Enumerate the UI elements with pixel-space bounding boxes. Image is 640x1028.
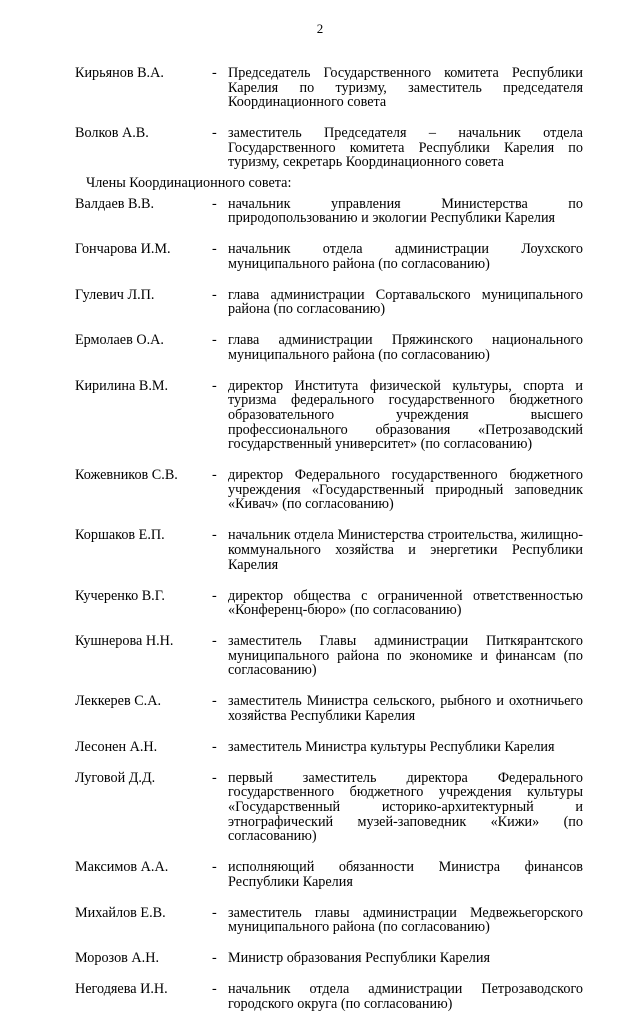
person-name: Коршаков Е.П. xyxy=(75,527,165,544)
dash-separator: - xyxy=(212,241,217,258)
person-position: начальник отдела администрации Лоухского муниципального района (по согласованию) xyxy=(228,241,583,272)
dash-separator: - xyxy=(212,587,217,604)
person-position: директор Института физической культуры, спорта и туризма федерального государственного бюджетного образовательного учреждения высшего профессионального образования «Петрозаводский государственный университет» (по согласованию) xyxy=(228,377,583,453)
dash-separator: - xyxy=(212,904,217,921)
person-name: Леккерев С.А. xyxy=(75,693,161,710)
person-name: Максимов А.А. xyxy=(75,859,169,876)
person-name: Ермолаев О.А. xyxy=(75,332,164,349)
person-name: Михайлов Е.В. xyxy=(75,904,166,921)
list-item xyxy=(75,589,583,618)
person-position: заместитель Министра сельского, рыбного и охотничьего хозяйства Республики Карелия xyxy=(228,693,583,724)
person-position: исполняющий обязанности Министра финансов Республики Карелия xyxy=(228,859,583,890)
list-item xyxy=(75,468,583,512)
person-name: Негодяева И.Н. xyxy=(75,981,168,998)
document-body xyxy=(75,66,583,1028)
dash-separator: - xyxy=(212,377,217,394)
list-item xyxy=(75,694,583,723)
dash-separator: - xyxy=(212,693,217,710)
dash-separator: - xyxy=(212,981,217,998)
person-name: Лесонен А.Н. xyxy=(75,738,158,755)
list-item xyxy=(75,634,583,678)
dash-separator: - xyxy=(212,65,217,81)
person-position: начальник отдела Министерства строительства, жилищно-коммунального хозяйства и энергетики Республики Карелия xyxy=(228,527,583,573)
dash-separator: - xyxy=(212,286,217,303)
person-position: заместитель главы администрации Медвежьегорского муниципального района (по согласованию) xyxy=(228,904,583,936)
list-item xyxy=(75,126,583,170)
person-position: глава администрации Пряжинского национального муниципального района (по согласованию) xyxy=(228,332,583,363)
person-position: директор общества с ограниченной ответственностью «Конференц-бюро» (по согласованию) xyxy=(228,587,583,619)
person-name: Морозов А.Н. xyxy=(75,950,159,967)
person-name: Гулевич Л.П. xyxy=(75,286,155,303)
members-list xyxy=(75,197,583,1012)
person-name: Гончарова И.М. xyxy=(75,241,171,258)
dash-separator: - xyxy=(212,332,217,349)
dash-separator: - xyxy=(212,467,217,484)
person-name: Волков А.В. xyxy=(75,125,149,142)
list-item xyxy=(75,333,583,362)
dash-separator: - xyxy=(212,859,217,876)
list-item xyxy=(75,951,583,966)
dash-separator: - xyxy=(212,527,217,544)
person-name: Кирилина В.М. xyxy=(75,377,169,394)
person-position: заместитель Министра культуры Республики Карелия xyxy=(228,738,555,755)
person-name: Кучеренко В.Г. xyxy=(75,587,165,604)
person-position: Министр образования Республики Карелия xyxy=(228,950,490,967)
list-item xyxy=(75,288,583,317)
list-item xyxy=(75,906,583,935)
list-item xyxy=(75,197,583,226)
dash-separator: - xyxy=(212,633,217,650)
person-position: заместитель Председателя – начальник отдела Государственного комитета Республики Карелия по туризму, секретарь Координационного совета xyxy=(228,125,583,171)
person-name: Кожевников С.В. xyxy=(75,467,178,484)
page-number: 2 xyxy=(316,21,324,36)
person-name: Кирьянов В.А. xyxy=(75,65,164,81)
person-name: Кушнерова Н.Н. xyxy=(75,633,174,650)
person-position: Председатель Государственного комитета Республики Карелия по туризму, заместитель председателя Координационного совета xyxy=(228,65,583,111)
dash-separator: - xyxy=(212,769,217,786)
list-item xyxy=(75,528,583,572)
person-name: Луговой Д.Д. xyxy=(75,769,156,786)
list-item xyxy=(75,771,583,844)
list-item xyxy=(75,66,583,110)
dash-separator: - xyxy=(212,738,217,755)
person-position: глава администрации Сортавальского муниципального района (по согласованию) xyxy=(228,286,583,318)
person-position: директор Федерального государственного бюджетного учреждения «Государственный природный заповедник «Кивач» (по согласованию) xyxy=(228,467,583,513)
dash-separator: - xyxy=(212,950,217,967)
list-item xyxy=(75,982,583,1011)
person-position: заместитель Главы администрации Питкярантского муниципального района по экономике и финансам (по согласованию) xyxy=(228,633,583,679)
person-name: Валдаев В.В. xyxy=(75,195,155,212)
dash-separator: - xyxy=(212,125,217,142)
list-item xyxy=(75,242,583,271)
person-position: начальник отдела администрации Петрозаводского городского округа (по согласованию) xyxy=(228,981,583,1012)
list-item xyxy=(75,860,583,889)
list-item xyxy=(75,379,583,452)
list-item xyxy=(75,740,583,755)
person-position: первый заместитель директора Федерального государственного бюджетного учреждения культуры «Государственный историко-архитектурный и этнографический музей-заповедник «Кижи» (по согласованию) xyxy=(228,769,583,845)
members-heading: Члены Координационного совета: xyxy=(86,174,292,191)
person-position: начальник управления Министерства по природопользованию и экологии Республики Карелия xyxy=(228,195,583,227)
dash-separator: - xyxy=(212,195,217,212)
